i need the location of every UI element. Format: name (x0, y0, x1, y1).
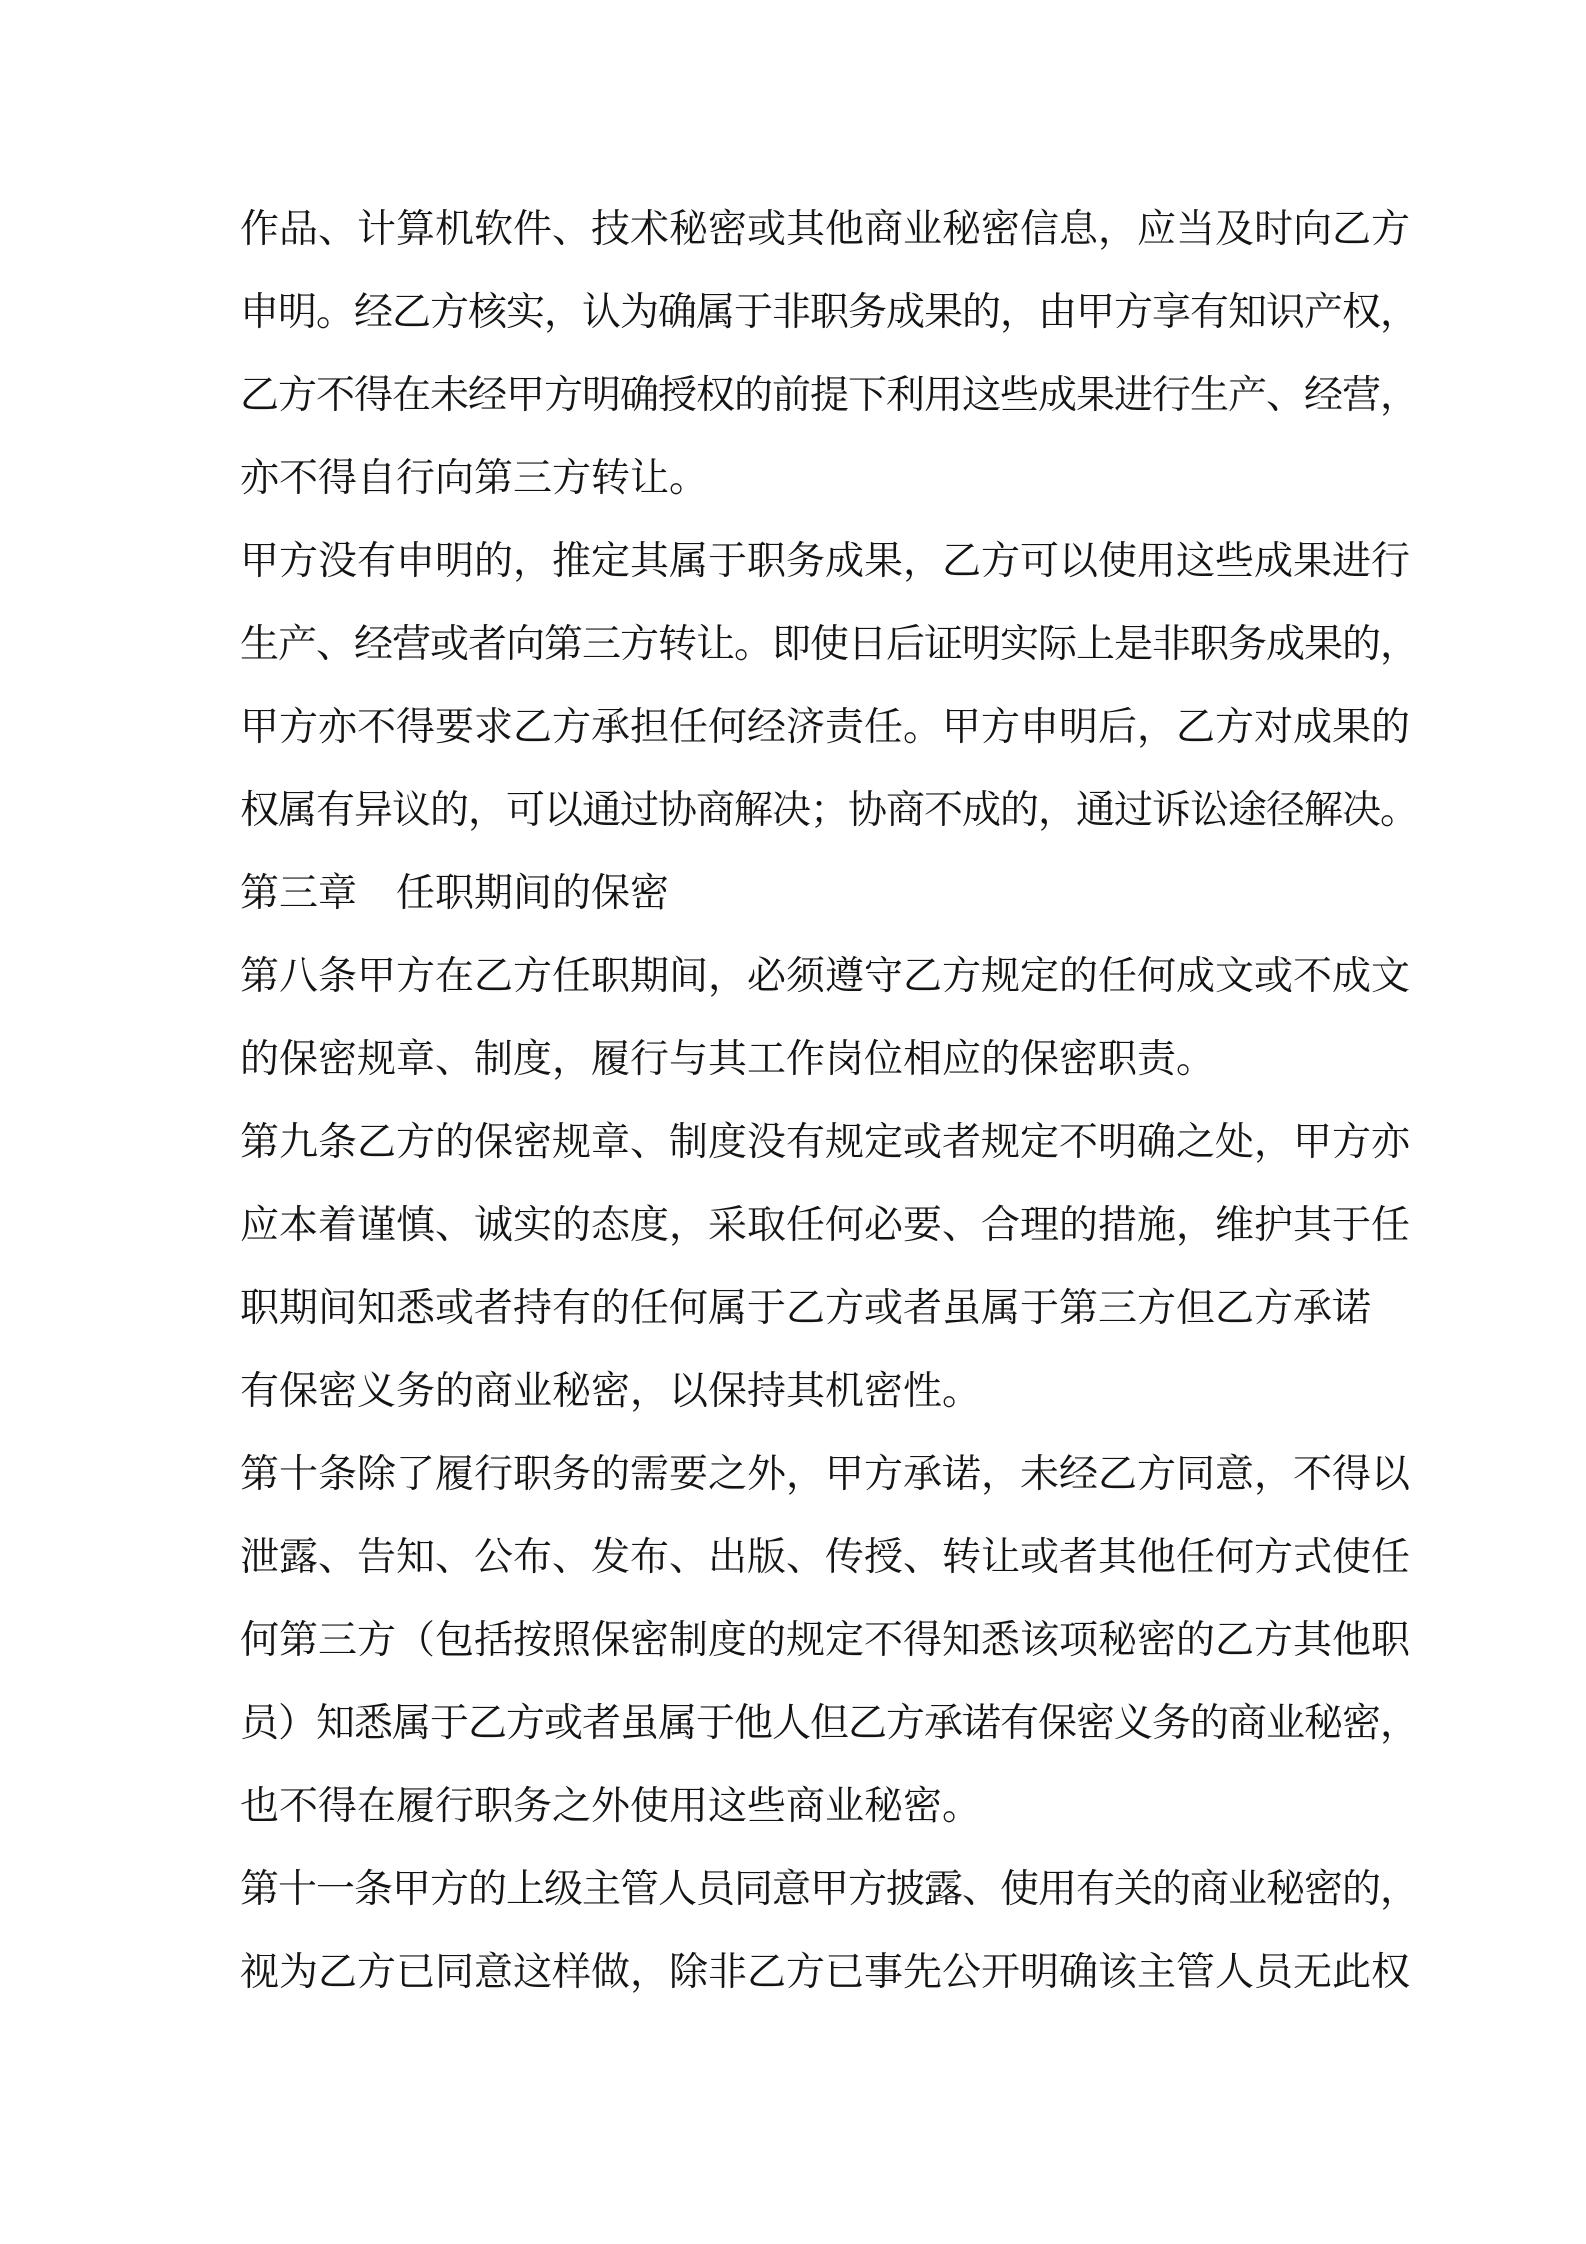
text-line: 作品、计算机软件、技术秘密或其他商业秘密信息，应当及时向乙方 (240, 207, 1411, 252)
text-line: 第八条甲方在乙方任职期间，必须遵守乙方规定的任何成文或不成文 (240, 954, 1411, 999)
text-line: 申明。经乙方核实，认为确属于非职务成果的，由甲方享有知识产权， (240, 290, 1419, 335)
text-line: 的保密规章、制度，履行与其工作岗位相应的保密职责。 (240, 1037, 1216, 1082)
text-line: 职期间知悉或者持有的任何属于乙方或者虽属于第三方但乙方承诺 (240, 1286, 1372, 1331)
text-line: 员）知悉属于乙方或者虽属于他人但乙方承诺有保密义务的商业秘密， (240, 1701, 1419, 1746)
text-line: 第十一条甲方的上级主管人员同意甲方披露、使用有关的商业秘密的， (240, 1867, 1419, 1912)
chapter-heading: 第三章 任职期间的保密 (240, 871, 670, 916)
text-line: 甲方亦不得要求乙方承担任何经济责任。甲方申明后，乙方对成果的 (240, 705, 1411, 750)
text-line: 权属有异议的，可以通过协商解决；协商不成的，通过诉讼途径解决。 (240, 788, 1419, 833)
text-line: 甲方没有申明的，推定其属于职务成果，乙方可以使用这些成果进行 (240, 539, 1411, 584)
text-line: 视为乙方已同意这样做，除非乙方已事先公开明确该主管人员无此权 (240, 1950, 1411, 1995)
text-line: 生产、经营或者向第三方转让。即使日后证明实际上是非职务成果的， (240, 622, 1419, 667)
text-line: 第九条乙方的保密规章、制度没有规定或者规定不明确之处，甲方亦 (240, 1120, 1411, 1165)
text-line: 也不得在履行职务之外使用这些商业秘密。 (240, 1784, 982, 1829)
text-line: 亦不得自行向第三方转让。 (240, 456, 709, 501)
text-line: 有保密义务的商业秘密，以保持其机密性。 (240, 1369, 982, 1414)
text-line: 第十条除了履行职务的需要之外，甲方承诺，未经乙方同意，不得以 (240, 1452, 1411, 1497)
text-line: 乙方不得在未经甲方明确授权的前提下利用这些成果进行生产、经营， (240, 373, 1419, 418)
text-line: 泄露、告知、公布、发布、出版、传授、转让或者其他任何方式使任 (240, 1535, 1411, 1580)
text-line: 应本着谨慎、诚实的态度，采取任何必要、合理的措施，维护其于任 (240, 1203, 1411, 1248)
text-line: 何第三方（包括按照保密制度的规定不得知悉该项秘密的乙方其他职 (240, 1618, 1411, 1663)
